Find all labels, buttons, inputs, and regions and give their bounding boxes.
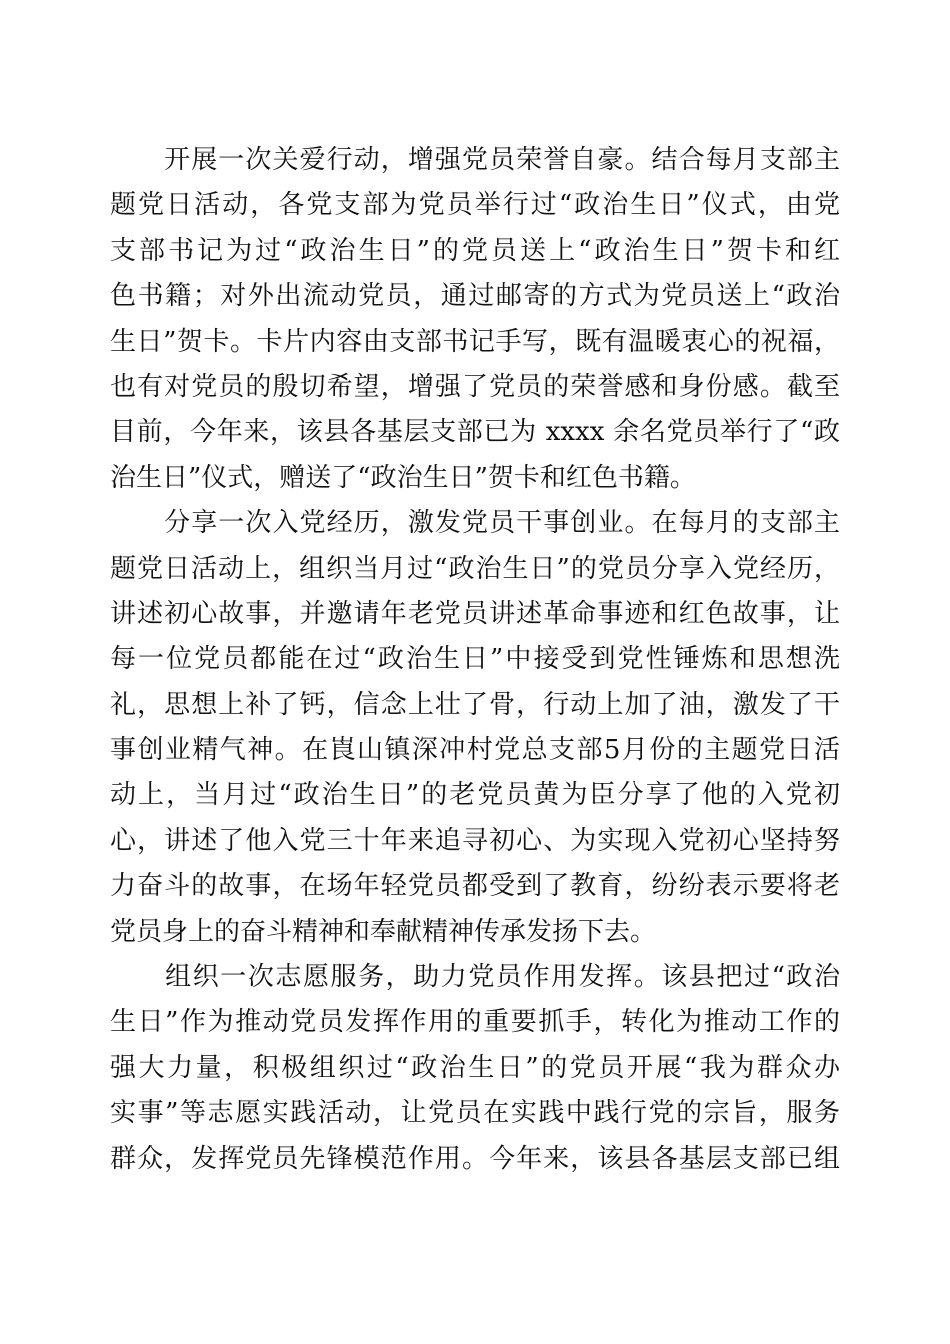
text-line: 题党日活动上，组织当月过“政治生日”的党员分享入党经历， [110,553,840,584]
text-line: 党员身上的奋斗精神和奉献精神传承发扬下去。 [110,916,657,947]
text-line: 题党日活动，各党支部为党员举行过“政治生日”仪式，由党 [110,190,840,221]
text-line: 强大力量，积极组织过“政治生日”的党员开展“我为群众办 [110,1052,840,1083]
paragraph-volunteer-service [110,955,840,1182]
text-line: 力奋斗的故事，在场年轻党员都受到了教育，纷纷表示要将老 [110,871,840,902]
text-line: 色书籍；对外出流动党员，通过邮寄的方式为党员送上“政治 [110,281,840,312]
text-line: 生日”作为推动党员发挥作用的重要抓手，转化为推动工作的 [110,1007,840,1038]
text-line: 目前，今年来，该县各基层支部已为 xxxx 余名党员举行了“政 [110,417,840,448]
text-line: 分享一次入党经历，激发党员干事创业。在每月的支部主 [110,508,840,539]
text-line: 支部书记为过“政治生日”的党员送上“政治生日”贺卡和红 [110,235,840,266]
text-line: 讲述初心故事，并邀请年老党员讲述革命事迹和红色故事，让 [110,598,840,629]
text-line: 心，讲述了他入党三十年来追寻初心、为实现入党初心坚持努 [110,825,840,856]
paragraph-share-experience [110,501,840,955]
text-line: 每一位党员都能在过“政治生日”中接受到党性锤炼和思想洗 [110,644,840,675]
text-line: 组织一次志愿服务，助力党员作用发挥。该县把过“政治 [110,962,840,993]
body-text [110,138,840,1182]
text-line: 实事”等志愿实践活动，让党员在实践中践行党的宗旨，服务 [110,1098,840,1129]
paragraph-care-action [110,138,840,501]
text-line: 治生日”仪式，赠送了“政治生日”贺卡和红色书籍。 [110,462,696,493]
text-line: 事创业精气神。在崀山镇深冲村党总支部5月份的主题党日活 [110,735,840,766]
text-line: 开展一次关爱行动，增强党员荣誉自豪。结合每月支部主 [110,145,840,175]
text-line: 也有对党员的殷切希望，增强了党员的荣誉感和身份感。截至 [110,371,840,402]
text-line: 动上，当月过“政治生日”的老党员黄为臣分享了他的入党初 [110,780,840,811]
text-line: 生日”贺卡。卡片内容由支部书记手写，既有温暖衷心的祝福， [110,326,840,357]
text-line: 群众，发挥党员先锋模范作用。今年来，该县各基层支部已组 [110,1143,840,1174]
text-line: 礼，思想上补了钙，信念上壮了骨，行动上加了油，激发了干 [110,689,840,720]
